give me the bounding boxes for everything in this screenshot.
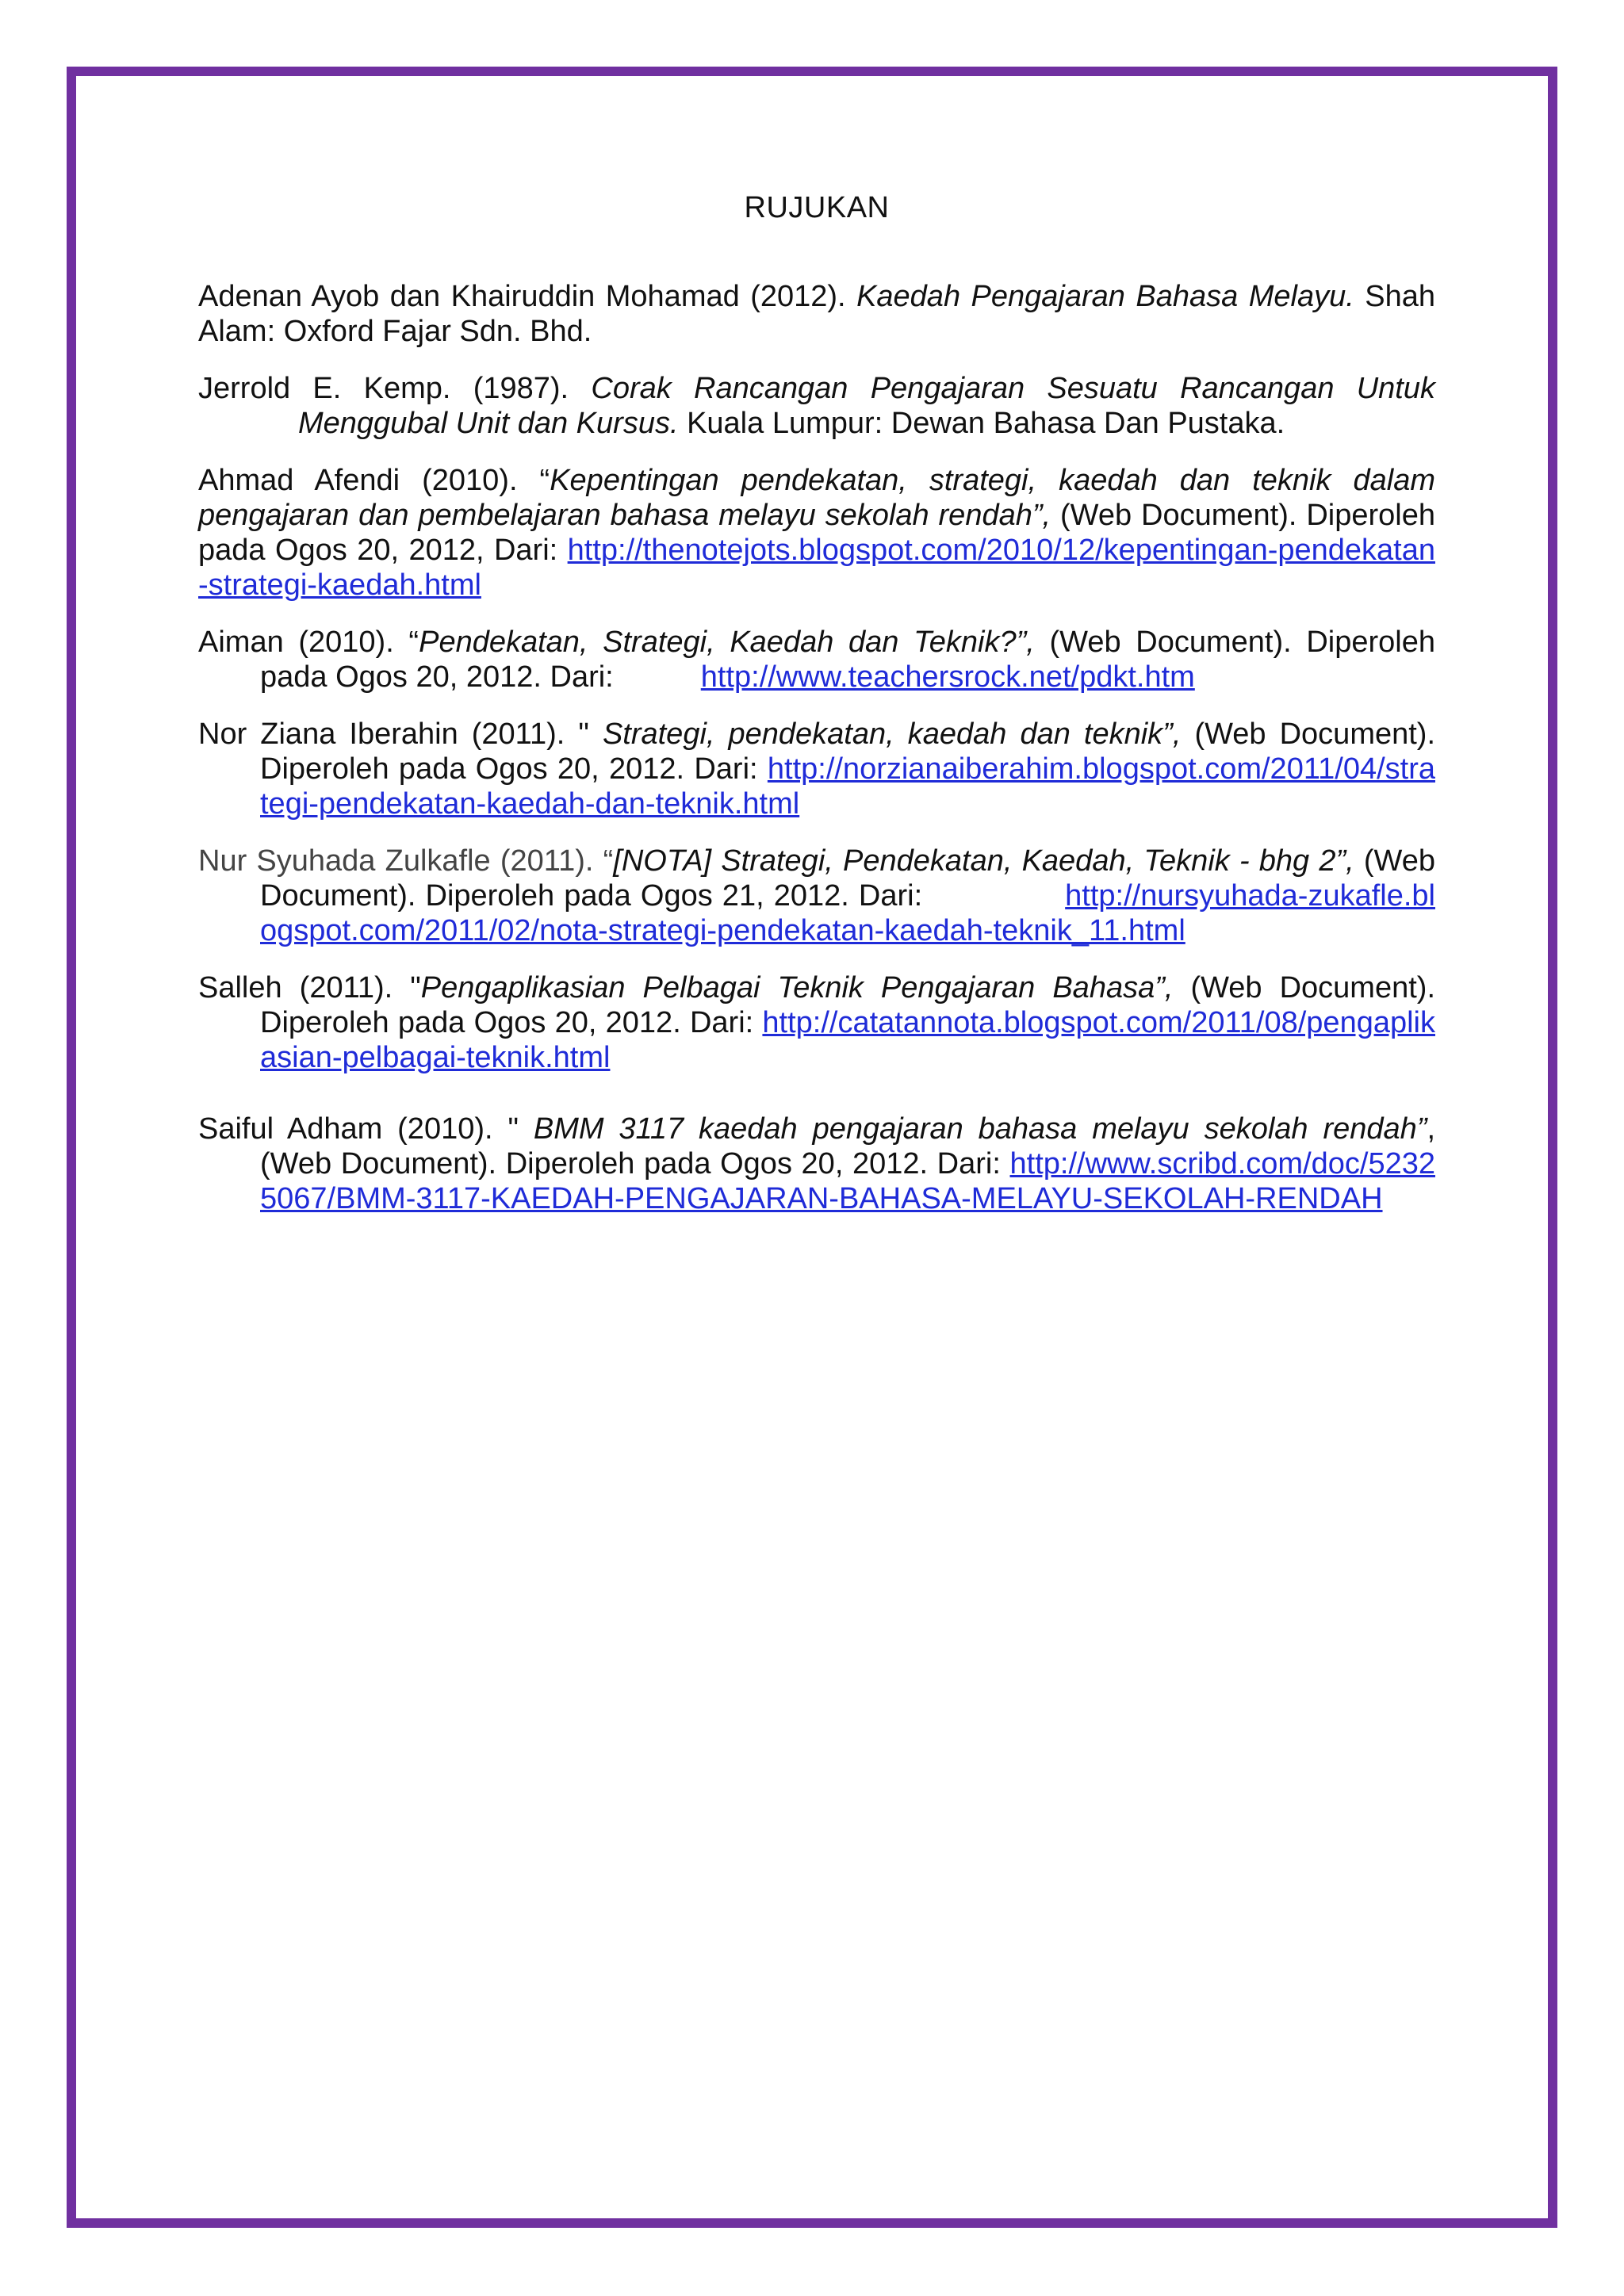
reference-title: Kepentingan pendekatan, strategi, kaedah dan teknik dalam pengajaran dan pembelajaran bahasa melayu sekolah rendah”, [198, 464, 1435, 532]
page-title: RUJUKAN [744, 191, 890, 224]
reference-title: BMM 3117 kaedah pengajaran bahasa melayu sekolah rendah” [533, 1112, 1427, 1146]
reference-source: (Web Document). Diperoleh pada Ogos 20, 2012. Dari: [260, 626, 1435, 694]
reference-item [198, 625, 1435, 695]
reference-title: [NOTA] Strategi, Pendekatan, Kaedah, Teknik - bhg 2”, [613, 844, 1354, 878]
reference-author: Nor Ziana Iberahin (2011). " [198, 718, 603, 751]
reference-source: (Web Document). Diperoleh pada Ogos 21, 2012. Dari: [260, 844, 1435, 913]
reference-source: (Web Document). Diperoleh pada Ogos 20, 2012. Dari: [260, 718, 1436, 786]
reference-author: Jerrold E. Kemp. (1987). [198, 372, 592, 405]
reference-title: Corak Rancangan Pengajaran Sesuatu Rancangan Untuk Menggubal Unit dan Kursus. [298, 372, 1436, 440]
reference-author: Aiman (2010). “ [198, 626, 419, 659]
reference-title: Pendekatan, Strategi, Kaedah dan Teknik?”, [419, 626, 1035, 659]
reference-item [198, 371, 1435, 441]
reference-author: Saiful Adham (2010). " [198, 1112, 534, 1146]
reference-title: Kaedah Pengajaran Bahasa Melayu. [856, 280, 1354, 313]
reference-publisher: Shah Alam: Oxford Fajar Sdn. Bhd. [198, 280, 1435, 348]
reference-source: (Web Document). Diperoleh pada Ogos 20, 2012. Dari: [260, 971, 1435, 1039]
reference-publisher: Kuala Lumpur: Dewan Bahasa Dan Pustaka. [678, 407, 1285, 440]
reference-item [198, 1112, 1435, 1216]
reference-link[interactable]: http://nursyuhada-zukafle.blogspot.com/2011/02/nota-strategi-pendekatan-kaedah-teknik_11.html [260, 879, 1435, 947]
references-page [198, 190, 1435, 1238]
reference-link[interactable]: http://norzianaiberahim.blogspot.com/2011/04/strategi-pendekatan-kaedah-dan-teknik.html [260, 752, 1435, 821]
reference-author: Salleh (2011). " [198, 971, 421, 1004]
reference-item [198, 279, 1435, 349]
reference-author: Ahmad Afendi (2010). “ [198, 464, 550, 497]
reference-source: (Web Document). Diperoleh pada Ogos 20, 2012, Dari: [198, 499, 1436, 567]
reference-link[interactable]: http://www.scribd.com/doc/52325067/BMM-3117-KAEDAH-PENGAJARAN-BAHASA-MELAYU-SEKOLAH-RENDAH [260, 1147, 1435, 1215]
reference-link[interactable]: http://www.teachersrock.net/pdkt.htm [700, 660, 1195, 694]
reference-link[interactable]: http://thenotejots.blogspot.com/2010/12/kepentingan-pendekatan-strategi-kaedah.html [198, 534, 1435, 602]
reference-item [198, 463, 1435, 603]
reference-item [198, 970, 1435, 1075]
reference-author: Adenan Ayob dan Khairuddin Mohamad (2012). [198, 280, 857, 313]
reference-source: , (Web Document). Diperoleh pada Ogos 20, 2012. Dari: [260, 1112, 1436, 1181]
reference-title: Strategi, pendekatan, kaedah dan teknik”, [602, 718, 1182, 751]
reference-link[interactable]: http://catatannota.blogspot.com/2011/08/pengaplikasian-pelbagai-teknik.html [260, 1006, 1435, 1074]
reference-title: Pengaplikasian Pelbagai Teknik Pengajaran Bahasa”, [420, 971, 1174, 1004]
reference-item [198, 844, 1435, 948]
reference-author: Nur Syuhada Zulkafle (2011). “ [198, 844, 614, 878]
reference-item [198, 717, 1435, 821]
